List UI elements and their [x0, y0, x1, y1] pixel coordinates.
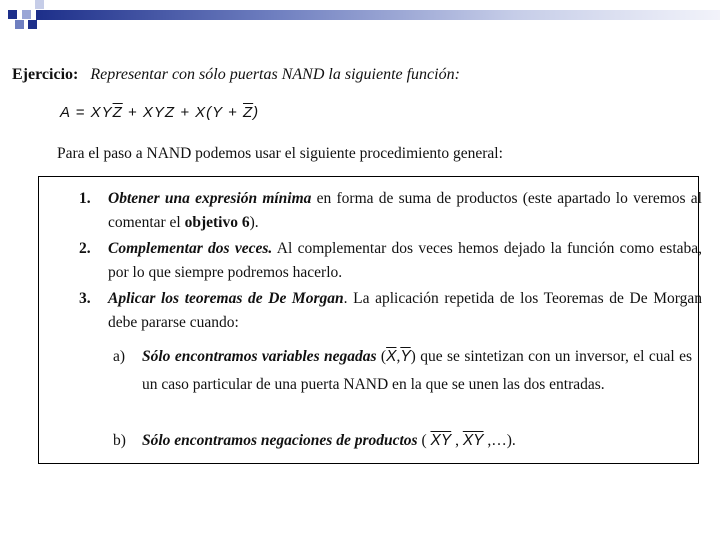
decor-square	[35, 0, 44, 9]
step-number: 2.	[79, 240, 91, 257]
step-body: ).	[249, 214, 259, 231]
subitem-paren: )	[410, 348, 416, 365]
subitem-tail: ,…).	[483, 432, 516, 449]
procedure-box	[38, 176, 703, 464]
formula-lhs: A	[60, 104, 71, 121]
step-text	[108, 187, 702, 235]
header-gradient-bar	[36, 10, 720, 20]
subitem-text	[142, 427, 702, 455]
exercise-heading	[12, 66, 460, 84]
subitem-label: b)	[113, 432, 126, 449]
negated-var: $\overline{Y}$	[400, 348, 411, 365]
formula-eq: =	[70, 104, 91, 121]
formula-term3-close: )	[253, 104, 260, 121]
formula-term3: X(Y +	[195, 104, 243, 121]
subitem-comma: ,	[451, 432, 463, 449]
formula-term1-negated: $\overline{Z}$	[112, 104, 123, 121]
decor-square	[28, 20, 37, 29]
step-body: Al complementar dos veces hemos dejado la función como estaba, por lo que siempre podremos hacerlo.	[108, 240, 703, 281]
negated-product: $\overline{XY}$	[462, 432, 484, 449]
formula-term1: XY	[90, 104, 113, 121]
step-item	[79, 187, 704, 235]
step-emphasis: Aplicar los teoremas de De Morgan	[108, 290, 344, 307]
step-bold: objetivo 6	[184, 214, 250, 231]
formula-term3-negated: $\overline{Z}$	[243, 104, 254, 121]
step-item	[79, 237, 704, 285]
subitem	[113, 427, 703, 455]
procedure-intro: Para el paso a NAND podemos usar el siguiente procedimiento general:	[57, 145, 503, 162]
subitem-paren: (	[417, 432, 431, 449]
decor-square	[15, 20, 24, 29]
subitem-paren: (	[376, 348, 387, 365]
decor-square	[22, 10, 31, 19]
step-text	[108, 287, 702, 335]
step-number: 1.	[79, 190, 91, 207]
subitem-text	[142, 343, 692, 399]
exercise-label: Ejercicio:	[12, 66, 79, 83]
negated-product: $\overline{XY}$	[430, 432, 452, 449]
formula-plus: +	[175, 104, 196, 121]
subitem-body: que se sintetizan con un inversor, el cual es un caso particular de una puerta NAND en la que se unen las dos entradas.	[142, 348, 692, 393]
step-item	[79, 287, 704, 335]
exercise-statement: Representar con sólo puertas NAND la siguiente función:	[90, 66, 460, 83]
step-body: . La aplicación repetida de los Teoremas de De Morgan debe pararse cuando:	[108, 290, 702, 331]
subitem-emphasis: Sólo encontramos negaciones de productos	[142, 432, 418, 449]
step-emphasis: Obtener una expresión mínima	[108, 190, 312, 207]
formula-term2: XYZ	[142, 104, 176, 121]
negated-var: $\overline{X}$	[386, 348, 397, 365]
subitem-label: a)	[113, 348, 126, 365]
subitem-comma: ,	[396, 348, 401, 365]
step-number: 3.	[79, 290, 91, 307]
subitem-emphasis: Sólo encontramos variables negadas	[142, 348, 377, 365]
step-body: en forma de suma de productos (este apartado lo veremos al comentar el	[108, 190, 702, 231]
decor-square	[8, 10, 17, 19]
formula-plus: +	[122, 104, 143, 121]
step-emphasis: Complementar dos veces.	[108, 240, 273, 257]
subitem	[113, 343, 703, 427]
step-text	[108, 237, 702, 285]
boolean-function	[60, 104, 259, 121]
